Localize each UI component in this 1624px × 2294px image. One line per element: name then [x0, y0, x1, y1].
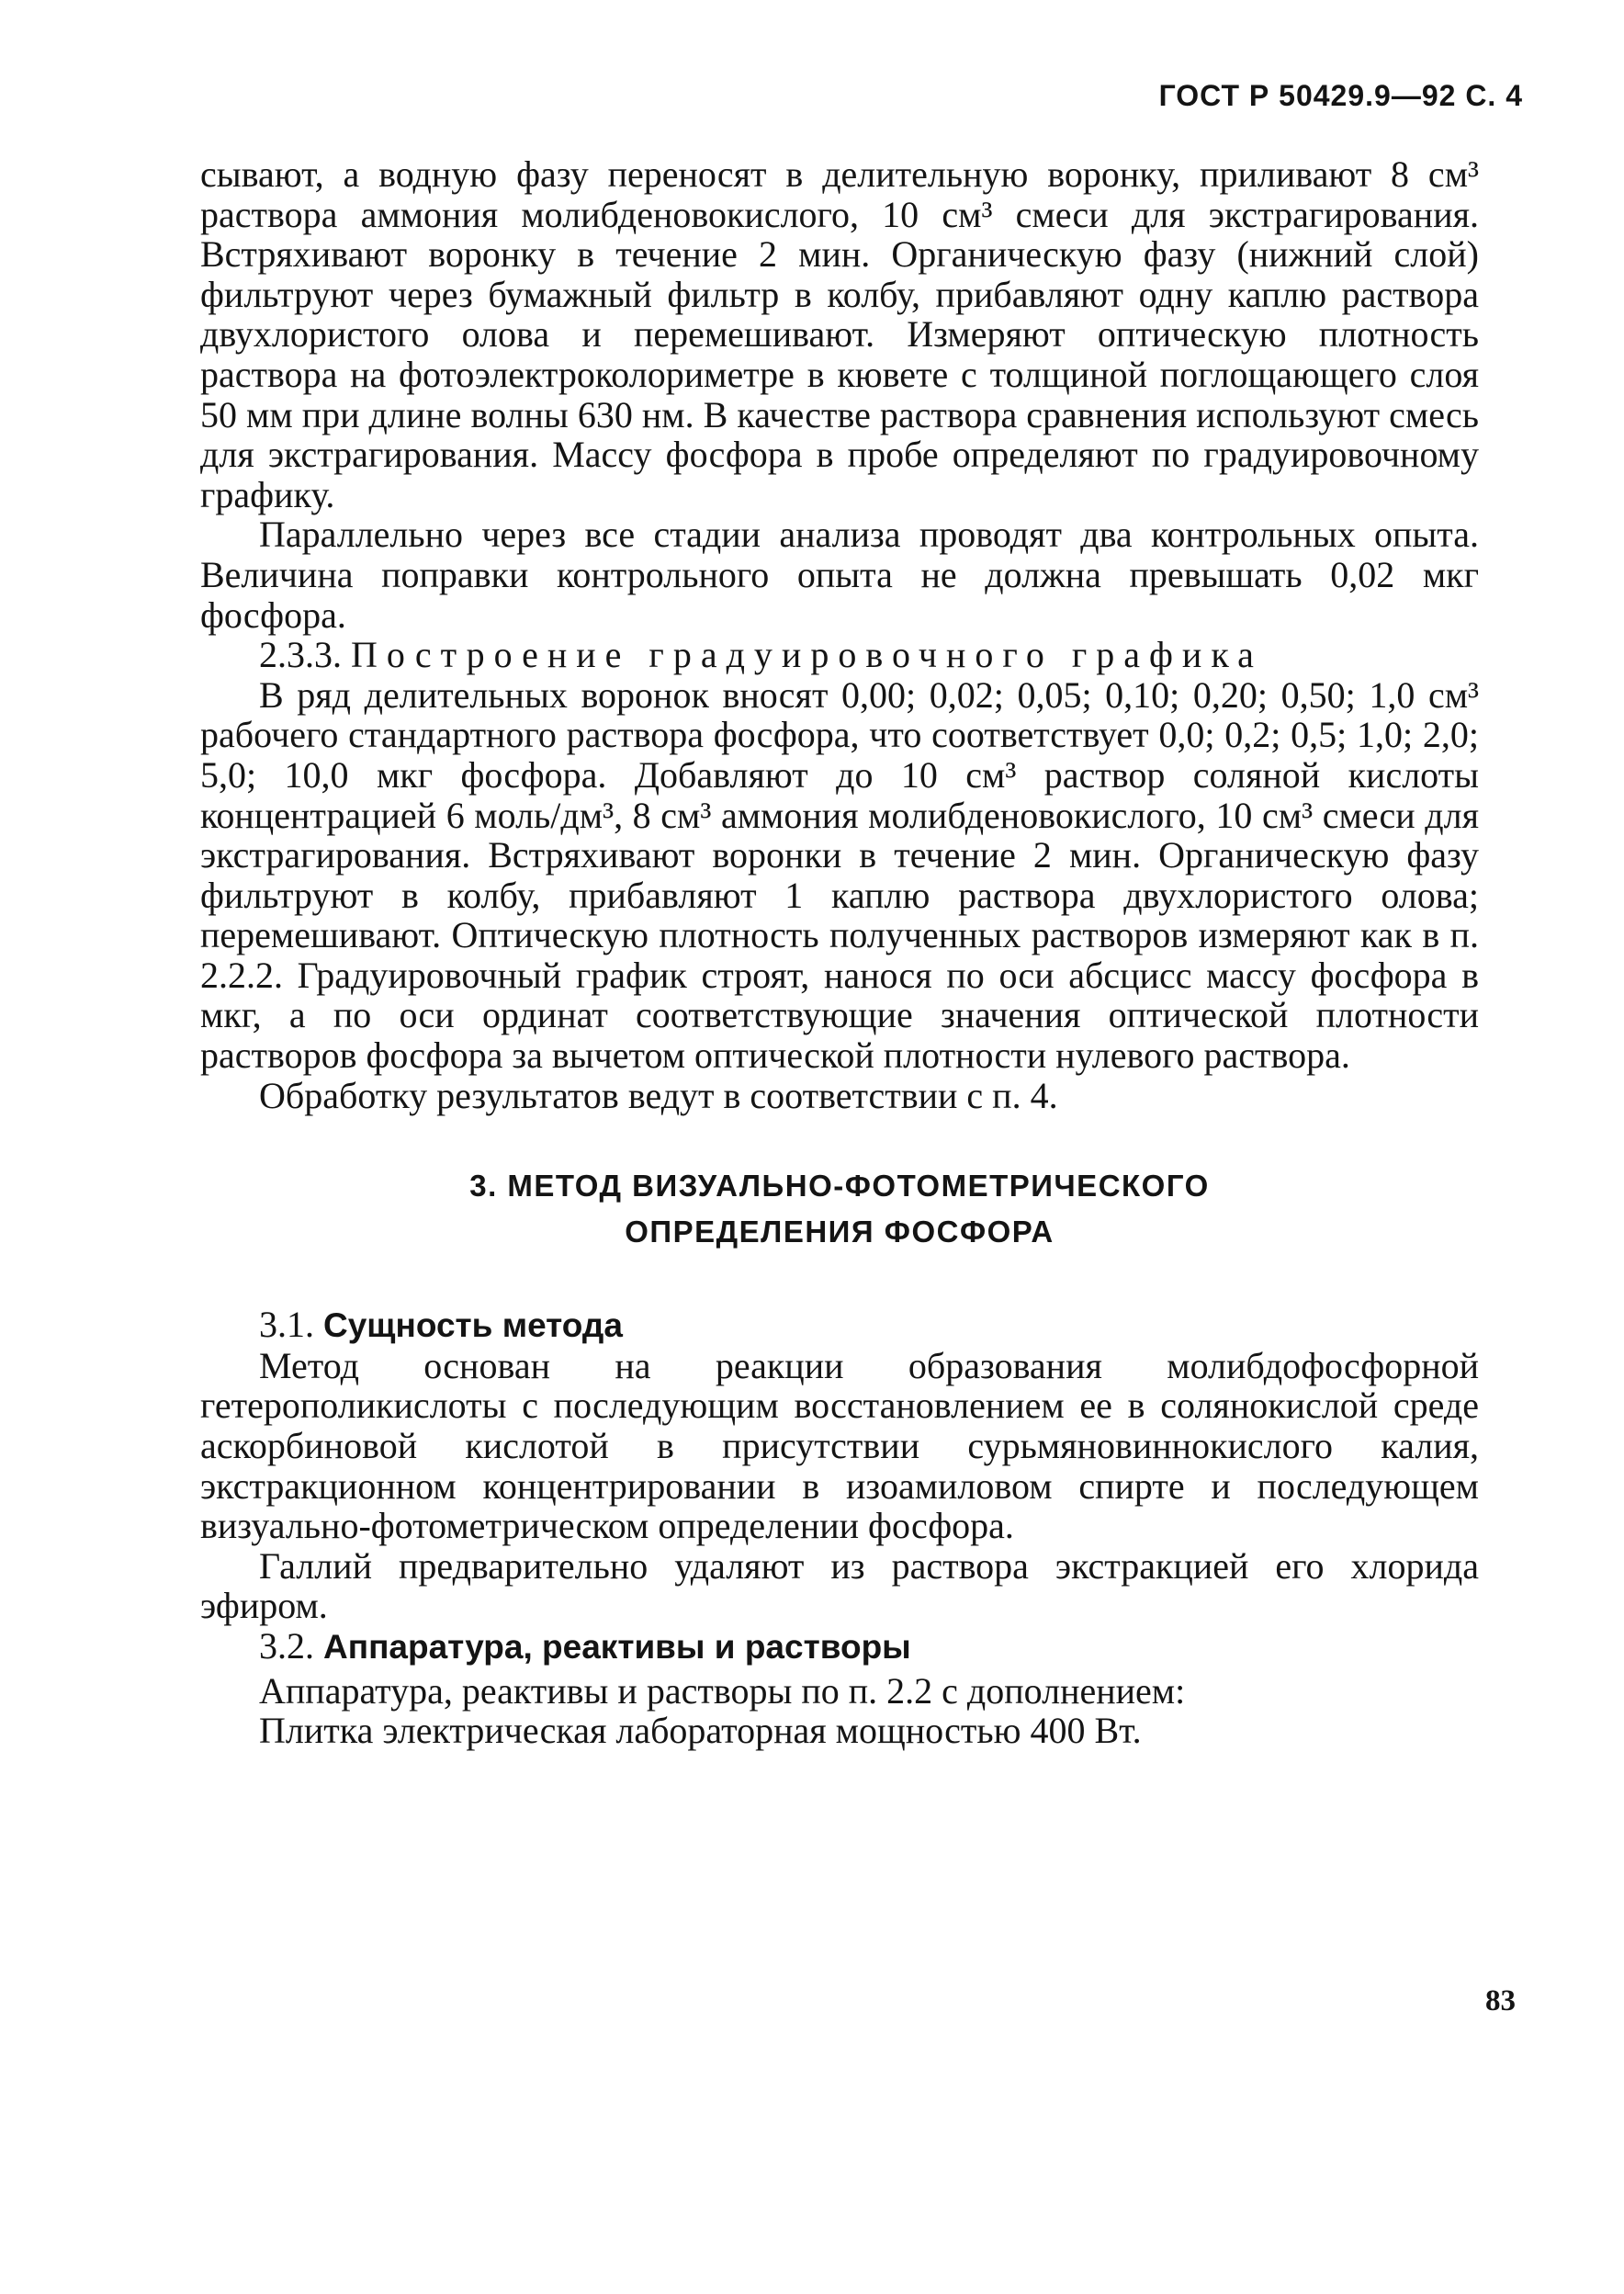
paragraph: Метод основан на реакции образования молибдофосфорной гетерополикислоты с последующим восстановлением ее в солянокислой среде аскорбиновой кислотой в присутствии сурьмяновиннокислого калия, экстракционном концентрировании в изоамиловом спирте и последующем визуально-фотометрическом определении фосфора. — [200, 1344, 1479, 1547]
subsection-heading — [200, 1305, 1479, 1346]
paragraph: Параллельно через все стадии анализа проводят два контрольных опыта. Величина поправки контрольного опыта не должна превышать 0,02 мкг фосфора. — [200, 514, 1479, 636]
paragraph: Аппаратура, реактивы и растворы по п. 2.2 с дополнением: — [259, 1669, 1186, 1712]
subsection-title: Построение градуировочного графика — [351, 634, 1263, 676]
paragraph: Обработку результатов ведут в соответствии с п. 4. — [259, 1074, 1058, 1116]
paragraph: Галлий предварительно удаляют из раствора экстракцией его хлорида эфиром. — [200, 1544, 1479, 1627]
paragraph: Плитка электрическая лабораторная мощностью 400 Вт. — [259, 1710, 1142, 1752]
subsection-title: Аппаратура, реактивы и растворы — [323, 1628, 911, 1666]
paragraph: сывают, а водную фазу переносят в делительную воронку, приливают 8 см³ раствора аммония молибденовокислого, 10 см³ смеси для экстрагирования. Встряхивают воронку в течение 2 мин. Органическую фазу (нижний слой) фильтруют через бумажный фильтр в колбу, прибавляют одну каплю раствора двухлористого олова и перемешивают. Измеряют оптическую плотность раствора на фотоэлектроколориметре в кювете с толщиной поглощающего слоя 50 мм при длине волны 630 нм. В качестве раствора сравнения используют смесь для экстрагирования. Массу фосфора в пробе определяют по градуировочному графику. — [200, 153, 1479, 515]
section-title — [200, 1163, 1479, 1255]
page-header: ГОСТ Р 50429.9—92 С. 4 — [1158, 79, 1523, 112]
paragraph: В ряд делительных воронок вносят 0,00; 0,02; 0,05; 0,10; 0,20; 0,50; 1,0 см³ рабочего стандартного раствора фосфора, что соответствует 0,0; 0,2; 0,5; 1,0; 2,0; 5,0; 10,0 мкг фосфора. Добавляют до 10 см³ раствор соляной кислоты концентрацией 6 моль/дм³, 8 см³ аммония молибденовокислого, 10 см³ смеси для экстрагирования. Встряхивают воронки в течение 2 мин. Органическую фазу фильтруют в колбу, прибавляют 1 каплю раствора двухлористого олова; перемешивают. Оптическую плотность полученных растворов измеряют как в п. 2.2.2. Градуировочный график строят, нанося по оси абсцисс массу фосфора в мкг, а по оси ординат соответствующие значения оптической плотности растворов фосфора за вычетом оптической плотности нулевого раствора. — [200, 673, 1479, 1077]
page-number: 83 — [1485, 1984, 1516, 2017]
subsection-number: 2.3.3. — [259, 634, 342, 676]
subsection-number: 3.2. — [259, 1625, 314, 1667]
section-title-line: ОПРЕДЕЛЕНИЯ ФОСФОРА — [625, 1215, 1054, 1249]
subsection-number: 3.1. — [259, 1304, 314, 1346]
subsection-heading — [200, 635, 1479, 675]
subsection-heading — [200, 1626, 1479, 1667]
subsection-title: Сущность метода — [323, 1306, 623, 1345]
section-title-line: 3. МЕТОД ВИЗУАЛЬНО-ФОТОМЕТРИЧЕСКОГО — [469, 1169, 1210, 1204]
document-body — [200, 154, 1479, 1751]
